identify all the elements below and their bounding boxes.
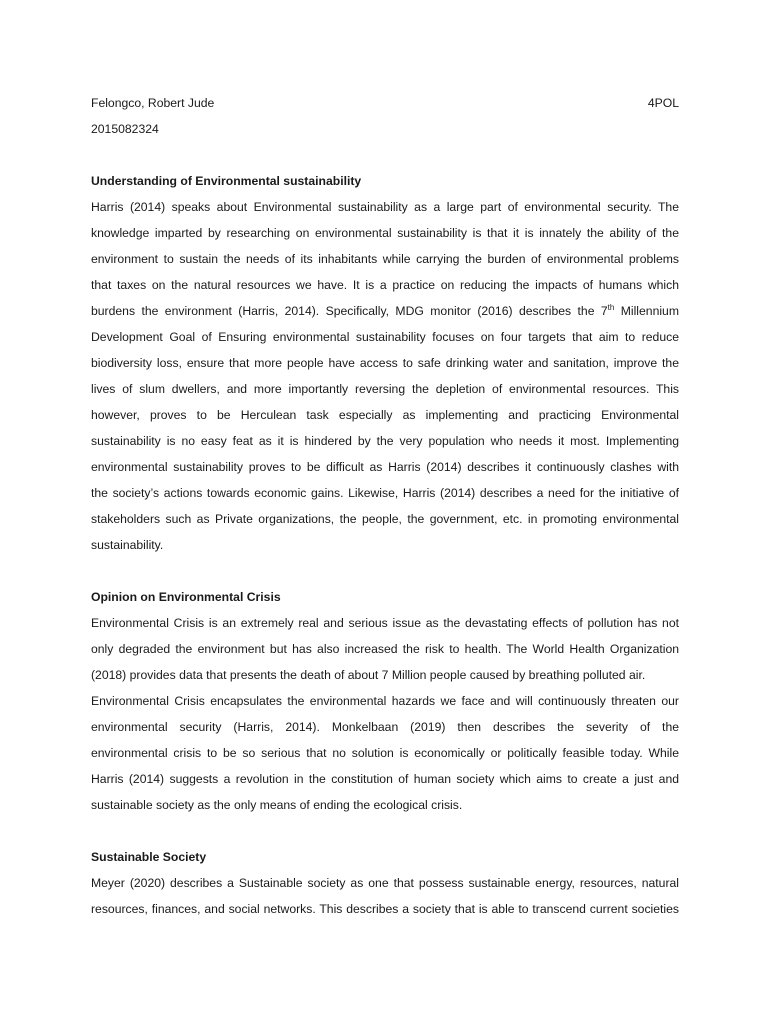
paragraph-sustainable-society [91,870,679,922]
paragraph-environmental-crisis [91,610,679,818]
paragraph-line: sustainability. [91,538,164,552]
header-row [91,90,679,116]
line-text-continuation: Millennium [614,304,679,318]
paragraph-line: Harris (2014) suggests a revolution in the constitution of human society which aims to create a just and [91,772,679,786]
paragraph-line: (2018) provides data that presents the death of about 7 Million people caused by breathing polluted air. [91,668,646,682]
section-heading-sustainability: Understanding of Environmental sustainability [91,174,362,188]
paragraph-line: environmental crisis to be so serious that no solution is economically or politically feasible today. While [91,746,679,760]
course-section: 4POL [647,96,679,110]
paragraph-line: knowledge imparted by researching on environmental sustainability is that it is innately the ability of the [91,226,679,240]
document-body [91,90,679,922]
paragraph-line: Environmental Crisis encapsulates the environmental hazards we face and will continuously threaten our [91,694,679,708]
paragraph-line: that taxes on the natural resources we have. It is a practice on reducing the impacts of humans which [91,278,679,292]
line-text: burdens the environment (Harris, 2014). Specifically, MDG monitor (2016) describes the 7 [91,304,608,318]
paragraph-line: the society’s actions towards economic gains. Likewise, Harris (2014) describes a need for the initiative of [91,486,679,500]
paragraph-line-with-superscript [91,298,679,324]
paragraph-line: Meyer (2020) describes a Sustainable society as one that possess sustainable energy, resources, natural [91,876,679,890]
paragraph-line: however, proves to be Herculean task especially as implementing and practicing Environmental [91,408,679,422]
section-heading-environmental-crisis: Opinion on Environmental Crisis [91,590,281,604]
paragraph-sustainability [91,194,679,558]
paragraph-line: environmental security (Harris, 2014). Monkelbaan (2019) then describes the severity of the [91,720,679,734]
paragraph-line: stakeholders such as Private organizations, the people, the government, etc. in promoting environmental [91,512,679,526]
paragraph-line: sustainability is no easy feat as it is hindered by the very population who needs it most. Implementing [91,434,679,448]
section-heading-sustainable-society: Sustainable Society [91,850,207,864]
paragraph-line: resources, finances, and social networks. This describes a society that is able to transcend current societies [91,902,679,916]
paragraph-line: sustainable society as the only means of ending the ecological crisis. [91,798,463,812]
author-name: Felongco, Robert Jude [91,96,215,110]
paragraph-line: environment to sustain the needs of its inhabitants while carrying the burden of environmental problems [91,252,679,266]
paragraph-line: biodiversity loss, ensure that more people have access to safe drinking water and sanitation, improve the [91,356,679,370]
ordinal-superscript: th [607,302,615,312]
paragraph-line: Development Goal of Ensuring environmental sustainability focuses on four targets that aim to reduce [91,330,679,344]
paragraph-line: environmental sustainability proves to be difficult as Harris (2014) describes it continuously clashes with [91,460,679,474]
student-id: 2015082324 [91,122,159,136]
paragraph-line: only degraded the environment but has also increased the risk to health. The World Health Organization [91,642,679,656]
paragraph-line: lives of slum dwellers, and more importantly reversing the depletion of environmental resources. This [91,382,679,396]
paragraph-line: Harris (2014) speaks about Environmental sustainability as a large part of environmental security. The [91,200,679,214]
paragraph-line: Environmental Crisis is an extremely real and serious issue as the devastating effects of pollution has not [91,616,679,630]
